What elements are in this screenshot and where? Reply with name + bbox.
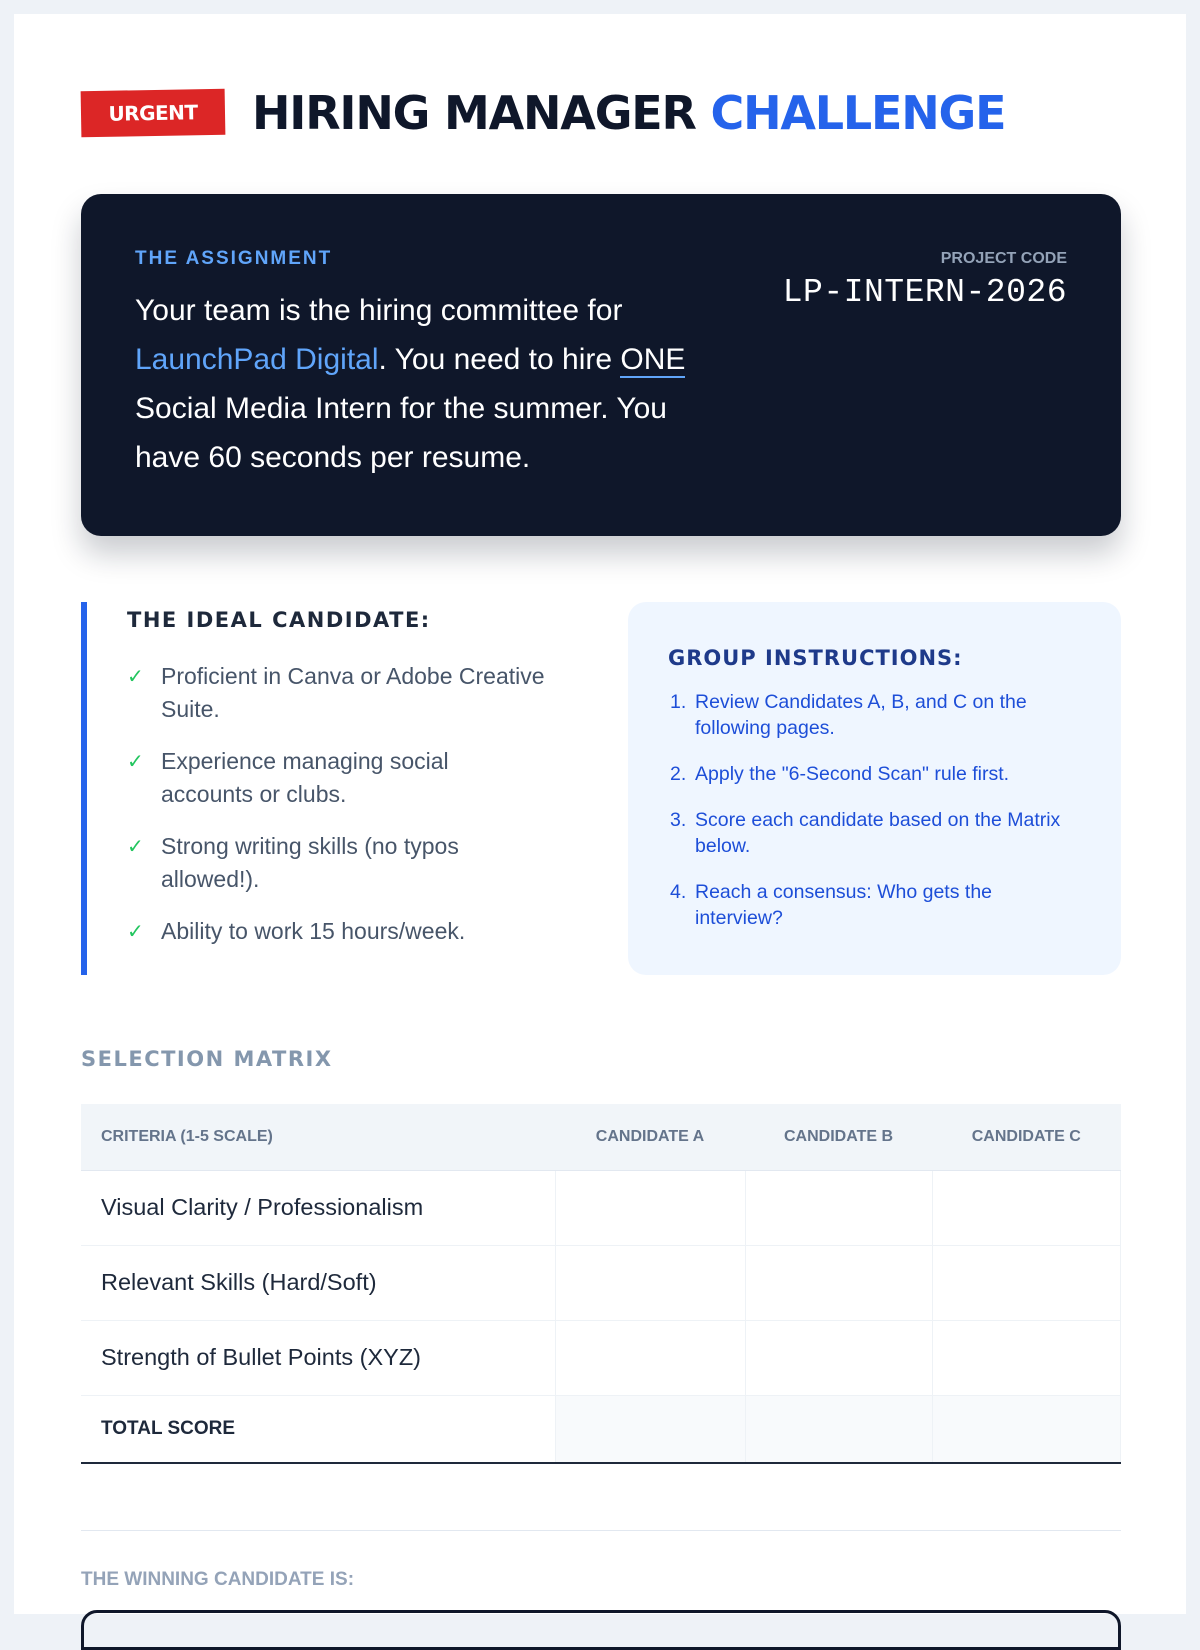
list-item bbox=[668, 761, 1078, 787]
check-icon: ✓ bbox=[127, 834, 144, 858]
project-code: LP-INTERN-2026 bbox=[782, 274, 1067, 311]
total-cell-candidate-b[interactable] bbox=[745, 1395, 932, 1463]
score-cell-candidate-c[interactable] bbox=[932, 1245, 1121, 1320]
assignment-label: THE ASSIGNMENT bbox=[135, 248, 333, 269]
total-cell-candidate-a[interactable] bbox=[555, 1395, 745, 1463]
assignment-card bbox=[81, 194, 1121, 536]
assignment-text-part-2: . You need to hire bbox=[378, 343, 621, 376]
check-icon: ✓ bbox=[127, 749, 144, 773]
candidate-b-header: CANDIDATE B bbox=[745, 1104, 932, 1170]
score-cell-candidate-a[interactable] bbox=[555, 1320, 745, 1395]
assignment-text-part-3: Social Media Intern for the summer. You have 60 seconds per resume. bbox=[135, 392, 667, 474]
list-item bbox=[127, 915, 547, 948]
total-score-label: TOTAL SCORE bbox=[81, 1395, 555, 1463]
criteria-header: CRITERIA (1-5 SCALE) bbox=[81, 1104, 555, 1170]
score-cell-candidate-b[interactable] bbox=[745, 1170, 932, 1245]
score-cell-candidate-c[interactable] bbox=[932, 1170, 1121, 1245]
step-text: Review Candidates A, B, and C on the following pages. bbox=[695, 691, 1027, 739]
ideal-candidate-list bbox=[127, 660, 547, 967]
assignment-text bbox=[135, 286, 725, 482]
step-text: Score each candidate based on the Matrix below. bbox=[695, 809, 1061, 857]
assignment-text-part-1: Your team is the hiring committee for bbox=[135, 294, 623, 327]
list-item bbox=[668, 879, 1078, 931]
title-accent: CHALLENGE bbox=[710, 86, 1006, 140]
group-instructions-panel bbox=[628, 602, 1121, 975]
step-text: Reach a consensus: Who gets the interview? bbox=[695, 881, 993, 929]
urgent-badge: URGENT bbox=[81, 89, 226, 138]
emphasis-one: ONE bbox=[620, 343, 686, 376]
criteria-cell: Strength of Bullet Points (XYZ) bbox=[81, 1320, 555, 1395]
score-cell-candidate-a[interactable] bbox=[555, 1170, 745, 1245]
table-row bbox=[81, 1245, 1121, 1320]
ideal-item-text: Proficient in Canva or Adobe Creative Suite. bbox=[161, 663, 545, 722]
list-item bbox=[127, 745, 547, 811]
step-text: Apply the "6-Second Scan" rule first. bbox=[695, 763, 1010, 785]
title-main: HIRING MANAGER bbox=[252, 86, 696, 140]
group-instructions-list bbox=[668, 689, 1078, 951]
check-icon: ✓ bbox=[127, 919, 144, 943]
selection-matrix-label: SELECTION MATRIX bbox=[81, 1047, 333, 1071]
winning-candidate-box[interactable] bbox=[81, 1610, 1121, 1650]
total-cell-candidate-c[interactable] bbox=[932, 1395, 1121, 1463]
ideal-candidate-title: THE IDEAL CANDIDATE: bbox=[127, 608, 431, 632]
list-item bbox=[668, 807, 1078, 859]
step-number: 4. bbox=[670, 881, 687, 903]
page-header bbox=[81, 86, 1005, 140]
step-number: 2. bbox=[670, 763, 687, 785]
total-score-row bbox=[81, 1395, 1121, 1463]
page-title bbox=[252, 86, 1005, 140]
candidate-a-header: CANDIDATE A bbox=[555, 1104, 745, 1170]
table-header-row bbox=[81, 1104, 1121, 1170]
list-item bbox=[127, 830, 547, 896]
score-cell-candidate-b[interactable] bbox=[745, 1320, 932, 1395]
candidate-c-header: CANDIDATE C bbox=[932, 1104, 1121, 1170]
score-cell-candidate-a[interactable] bbox=[555, 1245, 745, 1320]
ideal-candidate-panel bbox=[81, 602, 551, 975]
table-row bbox=[81, 1320, 1121, 1395]
ideal-item-text: Experience managing social accounts or clubs. bbox=[161, 748, 449, 807]
winning-candidate-label: THE WINNING CANDIDATE IS: bbox=[81, 1569, 355, 1590]
step-number: 3. bbox=[670, 809, 687, 831]
check-icon: ✓ bbox=[127, 664, 144, 688]
table-row bbox=[81, 1170, 1121, 1245]
score-cell-candidate-c[interactable] bbox=[932, 1320, 1121, 1395]
company-name: LaunchPad Digital bbox=[135, 343, 379, 376]
section-divider bbox=[81, 1530, 1121, 1531]
score-cell-candidate-b[interactable] bbox=[745, 1245, 932, 1320]
criteria-cell: Relevant Skills (Hard/Soft) bbox=[81, 1245, 555, 1320]
worksheet-page bbox=[14, 14, 1186, 1614]
criteria-cell: Visual Clarity / Professionalism bbox=[81, 1170, 555, 1245]
ideal-item-text: Ability to work 15 hours/week. bbox=[161, 918, 466, 944]
list-item bbox=[668, 689, 1078, 741]
step-number: 1. bbox=[670, 691, 687, 713]
list-item bbox=[127, 660, 547, 726]
selection-matrix-table bbox=[81, 1104, 1121, 1464]
project-code-label: PROJECT CODE bbox=[940, 250, 1067, 267]
group-instructions-title: GROUP INSTRUCTIONS: bbox=[668, 646, 963, 670]
ideal-item-text: Strong writing skills (no typos allowed!). bbox=[161, 833, 459, 892]
